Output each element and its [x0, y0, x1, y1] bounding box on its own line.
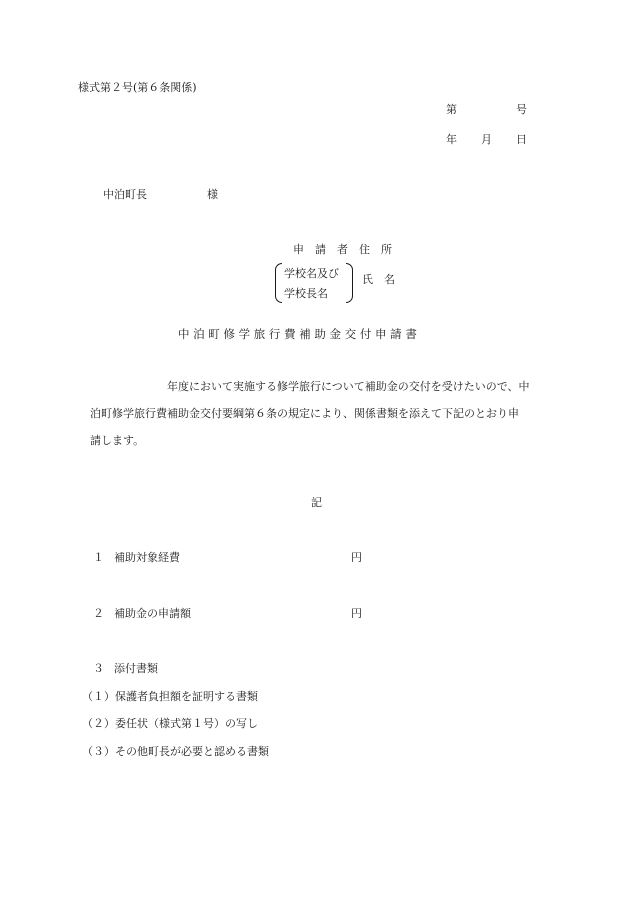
attachment-item: （３）その他町長が必要と認める書類	[82, 745, 269, 758]
bracket-left	[275, 263, 282, 303]
applicant-name-label: 氏 名	[362, 273, 395, 286]
item-label: 補助対象経費	[114, 551, 180, 564]
school-name-label: 学校名及び	[284, 267, 339, 280]
attachments-number: ３	[93, 662, 104, 675]
attachments-label: 添付書類	[114, 662, 158, 675]
item-number: ２	[93, 607, 104, 620]
item-label: 補助金の申請額	[114, 607, 191, 620]
bracket-right	[346, 263, 353, 303]
body-paragraph	[90, 377, 560, 458]
addressee-name: 中泊町長	[103, 188, 147, 201]
body-line: 泊町修学旅行費補助金交付要綱第６条の規定により、関係書類を添えて下記のとおり申	[90, 407, 519, 420]
document-title: 中 泊 町 修 学 旅 行 費 補 助 金 交 付 申 請 書	[178, 327, 417, 341]
doc-number-suffix: 号	[516, 103, 527, 116]
date-day: 日	[516, 133, 527, 146]
attachment-item: （１）保護者負担額を証明する書類	[82, 690, 258, 703]
addressee-honorific: 様	[207, 188, 218, 201]
item-unit: 円	[351, 607, 362, 620]
date-month: 月	[481, 133, 492, 146]
form-label: 様式第２号(第６条関係)	[78, 81, 197, 94]
applicant-address-label: 申 請 者 住 所	[293, 243, 392, 256]
item-unit: 円	[351, 551, 362, 564]
body-line: 請します。	[90, 434, 145, 447]
principal-name-label: 学校長名	[284, 287, 328, 300]
item-number: １	[93, 551, 104, 564]
attachment-item: （２）委任状（様式第１号）の写し	[82, 717, 258, 730]
ki-heading: 記	[311, 496, 322, 509]
date-year: 年	[446, 133, 457, 146]
body-line: 年度において実施する修学旅行について補助金の交付を受けたいので、中	[90, 380, 530, 393]
doc-number-prefix: 第	[446, 103, 457, 116]
